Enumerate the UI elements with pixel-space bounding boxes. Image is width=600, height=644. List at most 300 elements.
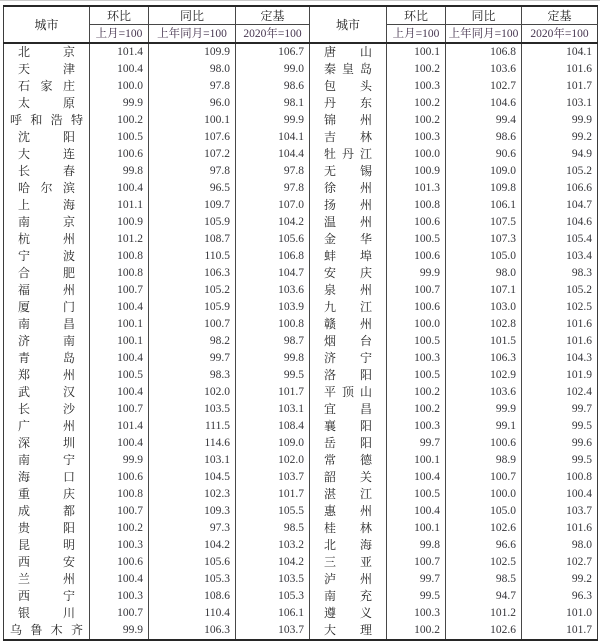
index-value-fixed: 103.2 — [236, 537, 310, 554]
index-value-mom: 99.7 — [387, 571, 446, 588]
table-row — [4, 588, 598, 605]
city-name: 锦 州 — [310, 112, 387, 129]
index-value-yoy: 109.8 — [446, 180, 522, 197]
index-value-mom: 101.2 — [90, 231, 149, 248]
city-name: 吉 林 — [310, 129, 387, 146]
index-value-fixed: 97.8 — [236, 163, 310, 180]
table-row — [4, 605, 598, 622]
index-value-fixed: 100.8 — [236, 316, 310, 333]
index-value-yoy: 102.6 — [446, 520, 522, 537]
index-value-yoy: 114.6 — [149, 435, 236, 452]
index-value-yoy: 108.6 — [149, 588, 236, 605]
table-row — [4, 622, 598, 640]
table-row — [4, 367, 598, 384]
header-row-bases — [4, 25, 598, 43]
index-value-yoy: 109.9 — [149, 43, 236, 61]
city-name: 牡 丹 江 — [310, 146, 387, 163]
city-name: 深 圳 — [18, 435, 75, 450]
index-value-mom: 100.6 — [90, 469, 149, 486]
city-name: 南 昌 — [18, 316, 75, 331]
index-value-mom: 101.4 — [90, 43, 149, 61]
index-value-mom: 101.3 — [387, 180, 446, 197]
index-value-yoy: 101.2 — [446, 605, 522, 622]
index-value-mom: 100.7 — [387, 282, 446, 299]
index-value-fixed: 96.3 — [522, 588, 598, 605]
index-value-fixed: 101.7 — [236, 486, 310, 503]
index-value-mom: 100.3 — [90, 588, 149, 605]
index-value-mom: 100.3 — [387, 78, 446, 95]
index-value-mom: 100.2 — [90, 520, 149, 537]
index-value-yoy: 99.1 — [446, 418, 522, 435]
index-value-mom: 99.8 — [387, 537, 446, 554]
index-value-mom: 100.4 — [90, 350, 149, 367]
index-value-yoy: 102.3 — [149, 486, 236, 503]
index-value-mom: 100.0 — [90, 78, 149, 95]
index-value-fixed: 106.1 — [236, 605, 310, 622]
city-name: 烟 台 — [310, 333, 387, 350]
index-value-mom: 100.3 — [387, 605, 446, 622]
index-value-mom: 99.9 — [90, 622, 149, 640]
index-value-yoy: 98.9 — [446, 452, 522, 469]
index-value-fixed: 105.6 — [236, 231, 310, 248]
index-value-fixed: 99.7 — [522, 401, 598, 418]
index-value-fixed: 99.5 — [522, 418, 598, 435]
index-value-yoy: 99.4 — [446, 112, 522, 129]
index-value-fixed: 104.2 — [236, 214, 310, 231]
index-value-yoy: 98.0 — [446, 265, 522, 282]
header-yoy-base-right: 上年同月=100 — [446, 25, 522, 43]
index-value-yoy: 108.7 — [149, 231, 236, 248]
index-value-yoy: 98.0 — [149, 61, 236, 78]
city-name: 呼 和 浩 特 — [10, 112, 83, 127]
index-value-mom: 100.2 — [387, 401, 446, 418]
city-name: 西 安 — [18, 554, 75, 569]
index-value-fixed: 106.8 — [236, 248, 310, 265]
index-value-yoy: 103.1 — [149, 452, 236, 469]
city-name: 唐 山 — [310, 43, 387, 61]
city-name: 成 都 — [18, 503, 75, 518]
table-row — [4, 333, 598, 350]
index-value-mom: 100.1 — [387, 452, 446, 469]
table-row — [4, 401, 598, 418]
index-value-fixed: 101.9 — [522, 367, 598, 384]
index-value-yoy: 97.3 — [149, 520, 236, 537]
index-value-fixed: 102.4 — [522, 384, 598, 401]
index-value-yoy: 106.3 — [446, 350, 522, 367]
index-value-fixed: 101.7 — [522, 78, 598, 95]
city-name: 九 江 — [310, 299, 387, 316]
header-yoy-right: 同比 — [446, 6, 522, 25]
index-value-yoy: 107.6 — [149, 129, 236, 146]
city-name: 青 岛 — [18, 350, 75, 365]
index-value-yoy: 105.6 — [149, 554, 236, 571]
index-value-fixed: 101.7 — [522, 622, 598, 640]
city-name: 兰 州 — [18, 571, 75, 586]
index-value-yoy: 97.8 — [149, 163, 236, 180]
table-row — [4, 418, 598, 435]
index-value-yoy: 105.0 — [446, 503, 522, 520]
index-value-fixed: 99.5 — [236, 367, 310, 384]
index-value-fixed: 104.6 — [522, 214, 598, 231]
city-name: 韶 关 — [310, 469, 387, 486]
index-value-mom: 100.6 — [90, 554, 149, 571]
city-name: 天 津 — [18, 61, 75, 76]
index-value-fixed: 103.7 — [522, 503, 598, 520]
city-name: 海 口 — [18, 469, 75, 484]
index-value-mom: 100.5 — [90, 367, 149, 384]
index-value-mom: 100.5 — [387, 367, 446, 384]
index-value-mom: 100.4 — [90, 180, 149, 197]
index-value-yoy: 96.0 — [149, 95, 236, 112]
index-value-fixed: 103.1 — [522, 95, 598, 112]
index-value-yoy: 107.3 — [446, 231, 522, 248]
city-name: 洛 阳 — [310, 367, 387, 384]
city-name: 长 沙 — [18, 401, 75, 416]
city-name: 上 海 — [18, 197, 75, 212]
index-value-yoy: 100.1 — [149, 112, 236, 129]
table-row — [4, 112, 598, 129]
index-value-mom: 101.1 — [90, 197, 149, 214]
index-value-mom: 100.6 — [387, 214, 446, 231]
city-name: 蚌 埠 — [310, 248, 387, 265]
index-value-mom: 100.5 — [387, 486, 446, 503]
index-value-fixed: 99.2 — [522, 571, 598, 588]
index-value-yoy: 109.7 — [149, 197, 236, 214]
city-name: 遵 义 — [310, 605, 387, 622]
index-value-fixed: 103.9 — [236, 299, 310, 316]
index-value-yoy: 106.8 — [446, 43, 522, 61]
index-value-mom: 100.0 — [387, 316, 446, 333]
index-value-yoy: 102.7 — [446, 78, 522, 95]
table-row — [4, 299, 598, 316]
city-name: 太 原 — [18, 95, 75, 110]
index-value-fixed: 105.4 — [522, 231, 598, 248]
table-row — [4, 265, 598, 282]
city-name: 平 顶 山 — [310, 384, 387, 401]
index-value-fixed: 104.1 — [522, 43, 598, 61]
index-value-yoy: 96.5 — [149, 180, 236, 197]
index-value-mom: 100.8 — [90, 265, 149, 282]
table-row — [4, 146, 598, 163]
index-value-fixed: 99.5 — [522, 452, 598, 469]
city-name: 南 宁 — [18, 452, 75, 467]
index-value-mom: 100.2 — [387, 95, 446, 112]
table-row — [4, 537, 598, 554]
table-row — [4, 180, 598, 197]
city-name: 福 州 — [18, 282, 75, 297]
header-mom-left: 环比 — [90, 6, 149, 25]
index-value-yoy: 110.5 — [149, 248, 236, 265]
index-value-fixed: 94.9 — [522, 146, 598, 163]
index-value-fixed: 102.5 — [522, 299, 598, 316]
index-value-mom: 100.7 — [90, 282, 149, 299]
table-row — [4, 248, 598, 265]
index-value-yoy: 90.6 — [446, 146, 522, 163]
city-name: 石 家 庄 — [18, 78, 75, 93]
index-value-mom: 100.4 — [90, 571, 149, 588]
table-row — [4, 316, 598, 333]
index-value-mom: 100.9 — [90, 214, 149, 231]
city-name: 南 京 — [18, 214, 75, 229]
city-name: 无 锡 — [310, 163, 387, 180]
index-value-fixed: 106.6 — [522, 180, 598, 197]
index-value-fixed: 104.3 — [522, 350, 598, 367]
index-value-mom: 100.8 — [90, 248, 149, 265]
city-name: 北 京 — [18, 44, 75, 59]
table-row — [4, 78, 598, 95]
header-mom-base-left: 上月=100 — [90, 25, 149, 43]
index-value-mom: 100.5 — [90, 129, 149, 146]
index-value-mom: 100.3 — [387, 418, 446, 435]
index-value-fixed: 104.1 — [236, 129, 310, 146]
index-value-mom: 99.7 — [387, 435, 446, 452]
index-value-fixed: 105.2 — [522, 163, 598, 180]
table-row — [4, 469, 598, 486]
table-row — [4, 503, 598, 520]
index-value-mom: 100.7 — [387, 554, 446, 571]
city-name: 广 州 — [18, 418, 75, 433]
index-value-yoy: 105.2 — [149, 282, 236, 299]
index-value-yoy: 105.9 — [149, 214, 236, 231]
index-value-fixed: 104.2 — [236, 554, 310, 571]
index-value-mom: 100.2 — [387, 384, 446, 401]
index-value-fixed: 99.0 — [236, 61, 310, 78]
index-value-yoy: 109.0 — [446, 163, 522, 180]
index-value-fixed: 98.1 — [236, 95, 310, 112]
index-value-yoy: 104.2 — [149, 537, 236, 554]
city-name: 大 连 — [18, 146, 75, 161]
table-row — [4, 452, 598, 469]
header-fixed-right: 定基 — [522, 6, 598, 25]
city-name: 泉 州 — [310, 282, 387, 299]
index-value-fixed: 109.0 — [236, 435, 310, 452]
index-value-yoy: 98.5 — [446, 571, 522, 588]
header-row-groups — [4, 6, 598, 25]
city-name: 乌 鲁 木 齐 — [10, 622, 83, 637]
city-name: 北 海 — [310, 537, 387, 554]
index-value-mom: 100.1 — [90, 333, 149, 350]
table-row — [4, 350, 598, 367]
index-value-yoy: 100.7 — [446, 469, 522, 486]
index-value-mom: 100.6 — [90, 146, 149, 163]
index-value-fixed: 100.4 — [522, 486, 598, 503]
index-value-mom: 100.7 — [90, 401, 149, 418]
index-value-mom: 100.8 — [387, 197, 446, 214]
table-row — [4, 520, 598, 537]
city-name: 杭 州 — [18, 231, 75, 246]
city-name: 合 肥 — [18, 265, 75, 280]
index-value-mom: 100.7 — [90, 503, 149, 520]
index-value-yoy: 103.0 — [446, 299, 522, 316]
index-value-yoy: 97.8 — [149, 78, 236, 95]
city-name: 桂 林 — [310, 520, 387, 537]
table-row — [4, 95, 598, 112]
city-name: 西 宁 — [18, 588, 75, 603]
table-row — [4, 61, 598, 78]
index-value-fixed: 99.9 — [236, 112, 310, 129]
index-value-yoy: 107.1 — [446, 282, 522, 299]
index-value-mom: 100.4 — [90, 299, 149, 316]
index-value-fixed: 104.7 — [236, 265, 310, 282]
city-name: 大 理 — [310, 622, 387, 640]
index-value-fixed: 101.6 — [522, 316, 598, 333]
index-value-yoy: 105.3 — [149, 571, 236, 588]
index-value-fixed: 105.3 — [236, 588, 310, 605]
index-value-mom: 100.7 — [90, 605, 149, 622]
index-value-yoy: 102.5 — [446, 554, 522, 571]
index-value-mom: 101.4 — [90, 418, 149, 435]
index-value-mom: 100.4 — [90, 435, 149, 452]
city-name: 三 亚 — [310, 554, 387, 571]
city-name: 宁 波 — [18, 248, 75, 263]
index-value-yoy: 98.6 — [446, 129, 522, 146]
index-value-yoy: 105.0 — [446, 248, 522, 265]
table-row — [4, 43, 598, 61]
table-row — [4, 435, 598, 452]
index-value-mom: 99.8 — [90, 163, 149, 180]
index-value-yoy: 106.1 — [446, 197, 522, 214]
index-value-fixed: 98.0 — [522, 537, 598, 554]
index-value-mom: 100.3 — [90, 537, 149, 554]
index-value-fixed: 100.8 — [522, 469, 598, 486]
index-value-mom: 100.4 — [387, 469, 446, 486]
index-value-mom: 99.9 — [387, 265, 446, 282]
header-mom-right: 环比 — [387, 6, 446, 25]
city-name: 贵 阳 — [18, 520, 75, 535]
index-value-fixed: 98.5 — [236, 520, 310, 537]
city-name: 昆 明 — [18, 537, 75, 552]
index-value-yoy: 102.8 — [446, 316, 522, 333]
table-row — [4, 486, 598, 503]
index-value-mom: 100.1 — [90, 316, 149, 333]
index-value-fixed: 103.4 — [522, 248, 598, 265]
city-name: 重 庆 — [18, 486, 75, 501]
city-name: 包 头 — [310, 78, 387, 95]
header-yoy-base-left: 上年同月=100 — [149, 25, 236, 43]
index-value-fixed: 98.6 — [236, 78, 310, 95]
index-value-yoy: 102.0 — [149, 384, 236, 401]
index-value-fixed: 101.6 — [522, 333, 598, 350]
index-value-mom: 100.0 — [387, 146, 446, 163]
header-mom-base-right: 上月=100 — [387, 25, 446, 43]
index-value-fixed: 103.7 — [236, 469, 310, 486]
index-value-yoy: 100.7 — [149, 316, 236, 333]
index-value-yoy: 103.6 — [446, 61, 522, 78]
index-value-yoy: 94.7 — [446, 588, 522, 605]
index-value-mom: 100.6 — [387, 248, 446, 265]
index-value-mom: 100.4 — [387, 503, 446, 520]
index-value-yoy: 107.5 — [446, 214, 522, 231]
index-value-mom: 100.2 — [387, 112, 446, 129]
page-top-edge — [0, 0, 600, 1]
index-value-fixed: 98.7 — [236, 333, 310, 350]
city-name: 武 汉 — [18, 384, 75, 399]
index-value-yoy: 107.2 — [149, 146, 236, 163]
city-name: 徐 州 — [310, 180, 387, 197]
city-name: 济 宁 — [310, 350, 387, 367]
index-value-fixed: 104.4 — [236, 146, 310, 163]
index-value-mom: 100.6 — [387, 299, 446, 316]
index-value-mom: 100.2 — [387, 622, 446, 640]
index-value-yoy: 102.6 — [446, 622, 522, 640]
city-name: 厦 门 — [18, 299, 75, 314]
city-name: 湛 江 — [310, 486, 387, 503]
city-name: 长 春 — [18, 163, 75, 178]
index-value-yoy: 106.3 — [149, 265, 236, 282]
index-value-fixed: 99.8 — [236, 350, 310, 367]
index-value-yoy: 101.5 — [446, 333, 522, 350]
index-value-fixed: 102.7 — [522, 554, 598, 571]
city-name: 秦 皇 岛 — [310, 61, 387, 78]
index-value-fixed: 106.7 — [236, 43, 310, 61]
index-value-fixed: 99.2 — [522, 129, 598, 146]
index-value-yoy: 100.6 — [446, 435, 522, 452]
city-name: 安 庆 — [310, 265, 387, 282]
header-city-right: 城市 — [310, 6, 387, 43]
index-value-mom: 100.3 — [387, 350, 446, 367]
table-row — [4, 554, 598, 571]
city-name: 哈 尔 滨 — [18, 180, 75, 195]
index-value-yoy: 98.3 — [149, 367, 236, 384]
city-name: 泸 州 — [310, 571, 387, 588]
index-value-mom: 100.3 — [387, 129, 446, 146]
index-value-yoy: 109.3 — [149, 503, 236, 520]
index-value-fixed: 101.6 — [522, 61, 598, 78]
index-value-yoy: 103.5 — [149, 401, 236, 418]
city-name: 温 州 — [310, 214, 387, 231]
city-name: 赣 州 — [310, 316, 387, 333]
index-value-mom: 100.8 — [90, 486, 149, 503]
table-row — [4, 129, 598, 146]
index-value-yoy: 110.4 — [149, 605, 236, 622]
city-name: 常 德 — [310, 452, 387, 469]
header-fixed-left: 定基 — [236, 6, 310, 25]
city-name: 金 华 — [310, 231, 387, 248]
city-name: 惠 州 — [310, 503, 387, 520]
index-value-yoy: 104.5 — [149, 469, 236, 486]
index-value-fixed: 105.2 — [522, 282, 598, 299]
index-value-fixed: 103.1 — [236, 401, 310, 418]
index-value-fixed: 101.0 — [522, 605, 598, 622]
index-value-mom: 100.2 — [387, 61, 446, 78]
table-row — [4, 214, 598, 231]
table-body — [4, 43, 598, 640]
index-value-mom: 100.5 — [387, 333, 446, 350]
index-value-fixed: 101.6 — [522, 520, 598, 537]
table-row — [4, 163, 598, 180]
table-row — [4, 197, 598, 214]
index-value-fixed: 97.8 — [236, 180, 310, 197]
index-value-mom: 100.9 — [387, 163, 446, 180]
index-value-mom: 100.1 — [387, 520, 446, 537]
index-value-mom: 99.9 — [90, 452, 149, 469]
index-value-yoy: 99.9 — [446, 401, 522, 418]
index-value-fixed: 104.7 — [522, 197, 598, 214]
index-value-yoy: 104.6 — [446, 95, 522, 112]
index-value-mom: 100.2 — [90, 112, 149, 129]
index-value-fixed: 99.9 — [522, 112, 598, 129]
header-fixed-base-left: 2020年=100 — [236, 25, 310, 43]
city-name: 宜 昌 — [310, 401, 387, 418]
header-city-left: 城市 — [4, 6, 90, 43]
city-name: 郑 州 — [18, 367, 75, 382]
city-name: 济 南 — [18, 333, 75, 348]
table-header — [4, 6, 598, 43]
table-row — [4, 282, 598, 299]
index-value-fixed: 103.5 — [236, 571, 310, 588]
index-value-yoy: 96.6 — [446, 537, 522, 554]
index-value-fixed: 99.6 — [522, 435, 598, 452]
